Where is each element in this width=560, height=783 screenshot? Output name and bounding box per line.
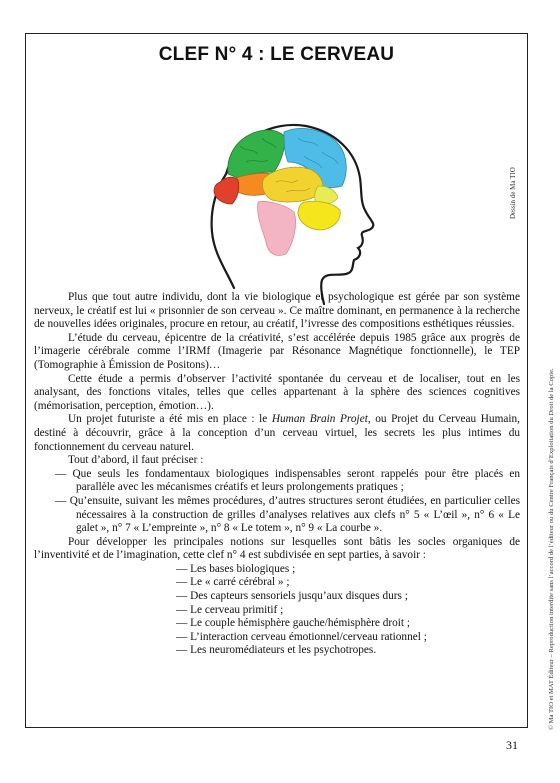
paragraph-intro: Plus que tout autre individu, dont la vie biologique et psychologique est gérée par son système nerveux, le créatif est lui « prisonnier de son cerveau ». Ce maître dominant, en permanence à la recherche de nouvelles idées originales, procure en retour, au créatif, l’ivresse des compositions esthétiques réussies. — [34, 291, 520, 331]
list-item: — Le couple hémisphère gauche/hémisphère droit ; — [176, 617, 411, 630]
illustration-credit: Dessin de Ma TIO — [509, 167, 517, 219]
prefrontal-region — [214, 177, 239, 204]
paragraph-preciser: Tout d’abord, il faut préciser : — [68, 454, 204, 467]
list-item: — Le cerveau primitif ; — [176, 603, 284, 616]
dash-item: — Qu’ensuite, suivant les mêmes procédures, d’autres structures seront étudiées, en particulier celles nécessaires à la construction de grilles d’analyses relatives aux clefs n° 5 « L’œil », n° 6 « Le galet », n° 7 « L’empreinte », n° 8 « Le totem », n° 9 « La courbe ». — [55, 494, 520, 535]
list-item: — Les neuromédiateurs et les psychotropes. — [176, 644, 377, 657]
main-text — [34, 291, 520, 658]
dash-item: — Que seuls les fondamentaux biologiques indispensables seront rappelés pour être placés en parallèle avec les mécanismes créatifs et leurs prolongements pratiques ; — [55, 467, 520, 494]
list-item: — Les bases biologiques ; — [176, 562, 296, 575]
brainstem-region — [258, 201, 296, 255]
brain-illustration — [176, 82, 376, 312]
copyright-note: © Ma TIO et MAT Éditeur – Reproduction interdite sans l’accord de l’éditeur ou du Centre Français d’Exploitation du Droit de la Copie. — [548, 368, 555, 730]
page-frame — [25, 33, 528, 728]
page-title: CLEF N° 4 : LE CERVEAU — [158, 44, 395, 65]
parts-list — [176, 563, 520, 658]
paragraph-imaging: L’étude du cerveau, épicentre de la créativité, s’est accélérée depuis 1985 grâce aux progrès de l’imagerie cérébrale comme l’IRMf (Imagerie par Résonance Magnétique fonctionnelle), le TEP (Tomographie à Émission de Positons)… — [34, 331, 520, 371]
paragraph-futurist — [34, 413, 520, 454]
list-item: — Des capteurs sensoriels jusqu’aux disques durs ; — [176, 590, 408, 603]
page-number: 31 — [506, 738, 518, 752]
paragraph-outline: Pour développer les principales notions sur lesquelles sont bâtis les socles organiques de l’inventivité et de l’imagination, cette clef n° 4 est subdivisée en sept parties, à savoir : — [34, 535, 520, 562]
futurist-before: Un projet futuriste a été mis en place : le — [68, 413, 272, 426]
paragraph-study: Cette étude a permis d’observer l’activité spontanée du cerveau et de localiser, tout en les analysant, des fonctions vitales, telles que celles appartenant à la sphère des sciences cognitives (mémorisation, perception, émotion…). — [34, 372, 520, 412]
project-name: Human Brain Projet — [271, 413, 368, 426]
futurist-after: , ou Projet du Cerveau Humain, destiné à découvrir, grâce à la conception d’un cerveau virtuel, les secrets les plus intimes du fonctionnement du cerveau naturel. — [34, 413, 520, 453]
list-item: — L’interaction cerveau émotionnel/cerveau rationnel ; — [176, 630, 427, 643]
list-item: — Le « carré cérébral » ; — [176, 576, 290, 589]
cerebellum — [298, 201, 340, 230]
